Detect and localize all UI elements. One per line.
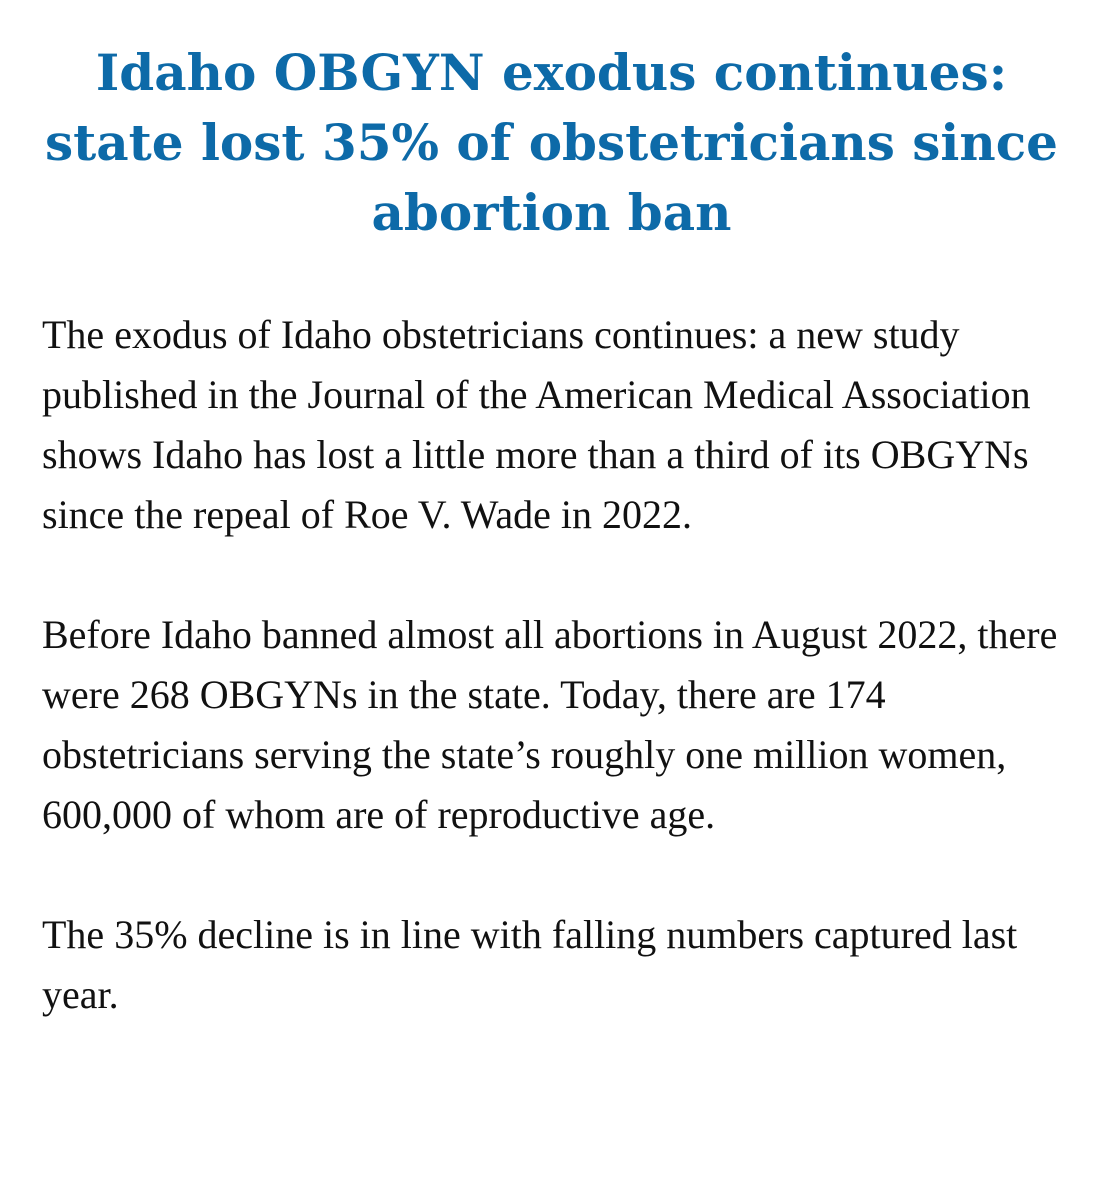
paragraph-obgyn-counts: Before Idaho banned almost all abortions in August 2022, there were 268 OBGYNs in the state. Today, there are 174 obstetricians serving the state’s roughly one million women, 600,000 of whom are of reproductive age.	[42, 612, 1058, 837]
headline: Idaho OBGYN exodus continues: state lost 35% of obstetricians since abortion ban	[44, 43, 1058, 242]
paragraph-decline: The 35% decline is in line with falling numbers captured last year.	[42, 912, 1018, 1017]
paragraph-study: The exodus of Idaho obstetricians continues: a new study published in the Journal of the American Medical Association shows Idaho has lost a little more than a third of its OBGYNs since the repeal of Roe V. Wade in 2022.	[42, 312, 1031, 537]
